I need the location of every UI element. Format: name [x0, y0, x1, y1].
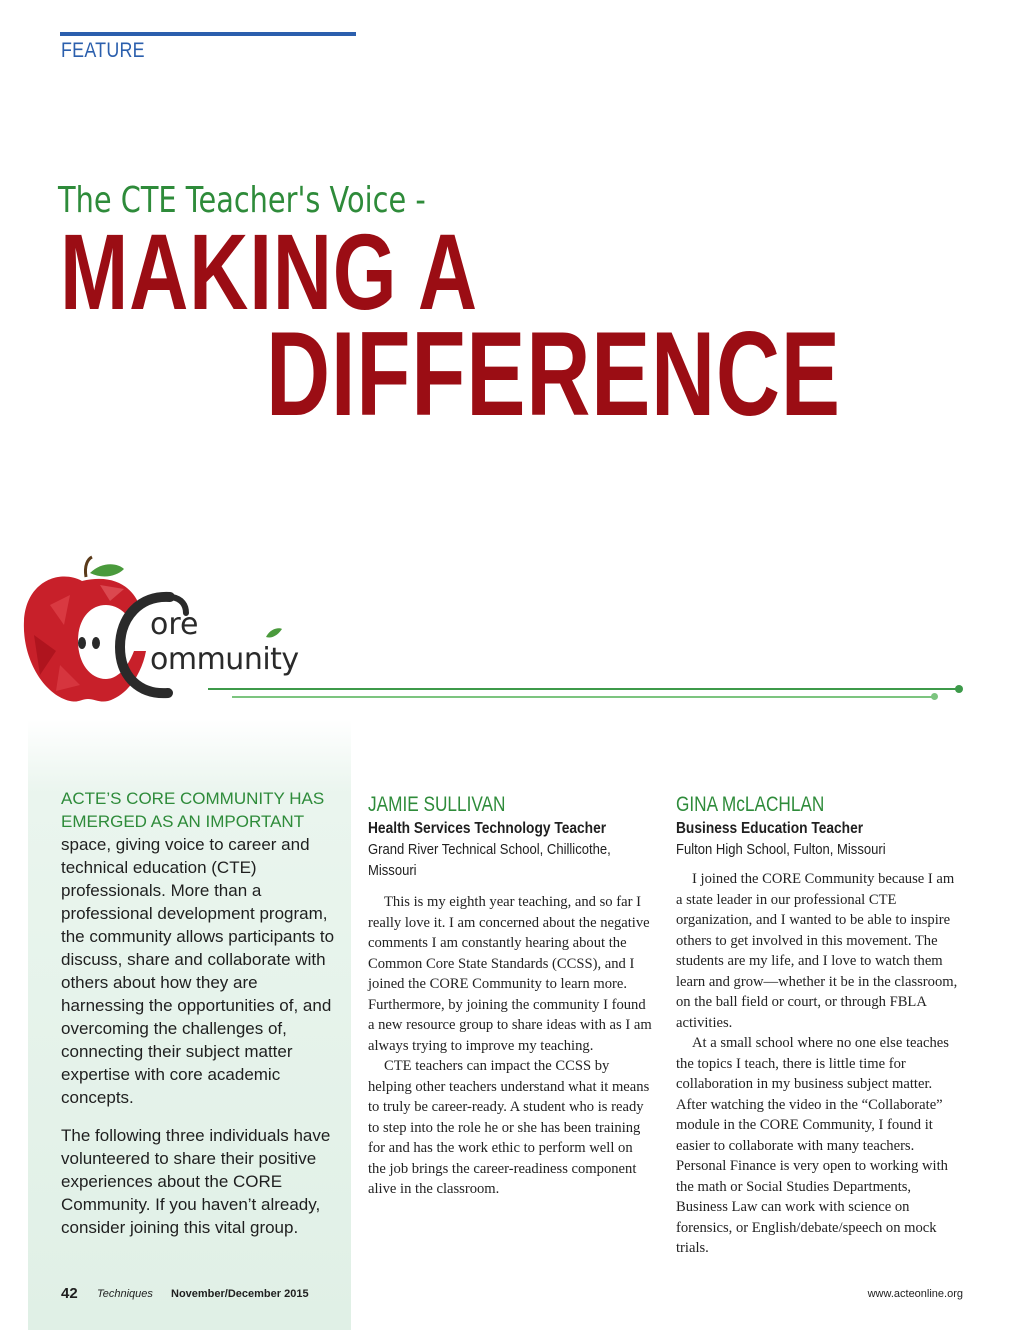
magazine-name: Techniques [97, 1288, 153, 1300]
profile-school-line-2: Missouri [368, 863, 417, 879]
profile-body [676, 869, 961, 1259]
sidebar-paragraph-2: The following three individuals have volunteered to share their positive experiences about the CORE Community. If you haven’t already, consider joining this vital group. [61, 1126, 331, 1237]
divider-line [208, 688, 960, 690]
profile-school [368, 840, 647, 882]
profile-name: GINA McLACHLAN [676, 793, 825, 816]
profile-name: JAMIE SULLIVAN [368, 793, 506, 816]
profile-paragraph: At a small school where no one else teaches the topics I teach, there is little time for collaboration in my business subject matter. After watching the video in the “Collaborate” module in the CORE Community, I found it easier to collaborate with many teachers. Personal Finance is very open to working with the math or Social Studies Departments, Business Law can work with science on forensics, or English/debate/speech on mock trials. [676, 1035, 949, 1256]
header-rule [60, 32, 356, 36]
profile-school [676, 840, 955, 861]
profile-body [368, 892, 653, 1200]
profile-school-line-1: Fulton High School, Fulton, Missouri [676, 842, 886, 858]
section-label: FEATURE [61, 39, 145, 62]
headline-line-2: DIFFERENCE [266, 307, 841, 441]
profile-role: Health Services Technology Teacher [368, 820, 607, 837]
page-number: 42 [61, 1285, 78, 1302]
website-url[interactable]: www.acteonline.org [867, 1288, 963, 1300]
divider-dot [955, 685, 963, 693]
profile-school-line-1: Grand River Technical School, Chillicothe, [368, 842, 611, 858]
profile-paragraph: CTE teachers can impact the CCSS by helping other teachers understand what it means to truly be career-ready. A student who is ready to step into the role he or she has been training for and has the work ethic to perform well on the job brings the career-readiness component alive in the classroom. [368, 1058, 650, 1197]
profile-paragraph: This is my eighth year teaching, and so far I really love it. I am concerned about the negative comments I am constantly hearing about the Common Core State Standards (CCSS), and I joined the CORE Community to learn more. Furthermore, by joining the community I found a new resource group to share ideas with as I am always trying to improve my teaching. [368, 894, 652, 1054]
profile-role: Business Education Teacher [676, 820, 864, 837]
issue-date: November/December 2015 [171, 1288, 309, 1300]
article-kicker: The CTE Teacher's Voice - [58, 180, 426, 221]
sidebar-body: space, giving voice to career and technical education (CTE) professionals. More than a professional development program, the community allows participants to discuss, share and collaborate with others about how they are harnessing the opportunities of, and overcoming the challenges of, connecting their subject matter expertise with core academic concepts. [61, 835, 335, 1107]
profile-jamie-sullivan [368, 792, 653, 1200]
sidebar-paragraph-1 [61, 787, 343, 1109]
profile-gina-mclachlan [676, 792, 961, 1259]
divider-dot-secondary [931, 693, 938, 700]
divider-line-secondary [232, 696, 934, 698]
sidebar-intro [61, 787, 343, 1239]
logo-word-core: ore [150, 607, 199, 642]
profile-paragraph: I joined the CORE Community because I am a state leader in our professional CTE organization, and I wanted to be able to inspire others to get involved in this movement. The students are my life, and I love to watch them learn and grow—whether it be in the classroom, on the ball field or court, or through FBLA activities. [676, 871, 958, 1031]
sidebar-lead: ACTE’S CORE COMMUNITY HAS EMERGED AS AN IMPORTANT [61, 789, 325, 831]
logo-word-community: ommunity [150, 642, 299, 677]
headline-line-1: MAKING A [60, 211, 478, 332]
